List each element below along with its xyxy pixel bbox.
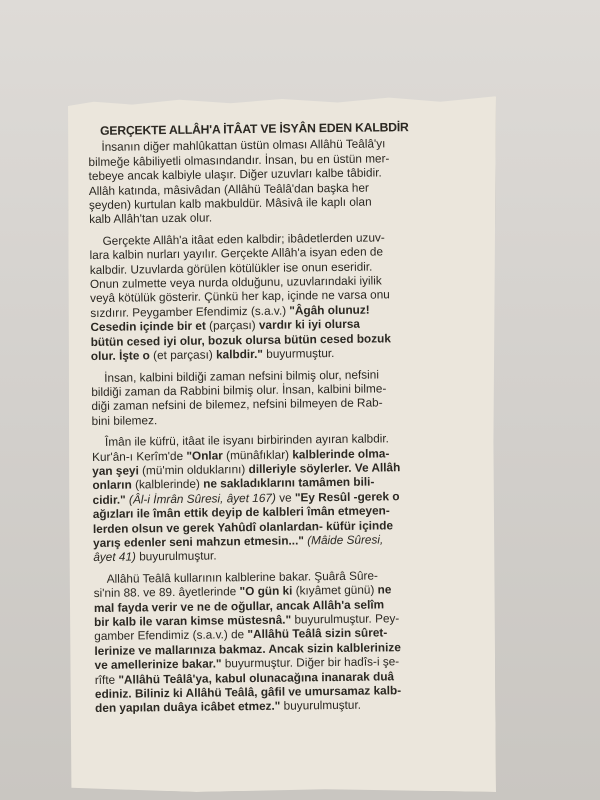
text-segment: Allâhü Teâlâ kullarının kalblerine bakar. Şuârâ Sûre- (93, 568, 379, 586)
italic-text: âyet 41) (93, 549, 140, 565)
text-segment: bildiği zaman da Rabbini bilmiş olur. İnsan, kalbini bilme- (91, 381, 387, 399)
bold-text: olur. İşte o (90, 348, 154, 364)
bold-text: yarış edenler seni mahzun etmesin..." (93, 533, 308, 550)
bold-text: ne sakladıklarını tamâmen bili- (203, 474, 375, 491)
bold-text: kalblerinde olma- (292, 445, 390, 462)
text-segment: buyurulmuştur. (139, 548, 217, 564)
text-segment: kalbdir. Uzuvlarda görülen kötülükler ise onun eseridir. (89, 259, 373, 277)
text-segment: Allâh katında, mâsivâdan (Allâhü Teâlâ'dan başka her (88, 180, 369, 198)
text-segment: ve (279, 490, 295, 505)
text-segment: sızdırır. Peygamber Efendimiz (s.a.v.) (90, 303, 290, 320)
text-segment: İnsanın diğer mahlûkattan üstün olması Allâhü Teâlâ'yı (88, 136, 386, 155)
bold-text: onların (92, 477, 136, 493)
bold-text: "O gün ki (239, 583, 296, 599)
text-segment: İnsan, kalbini bildiği zaman nefsini bilmiş olur, nefsini (91, 366, 380, 385)
bold-text: den yapılan duâya icâbet etmez." (95, 699, 281, 716)
text-segment: (kalblerinde) (134, 476, 204, 492)
article-title: GERÇEKTE ALLÂH'A İTÂAT VE İSYÂN EDEN KALBDİR (99, 120, 409, 138)
bold-text: cidir." (92, 492, 130, 507)
paragraph (92, 430, 496, 565)
text-segment: gamber Efendimiz (s.a.v.) de (94, 627, 248, 644)
text-segment: Îmân ile küfrü, itâat ile isyanı birbirinden ayıran kalbdir. (91, 431, 389, 450)
bold-text: ediniz. Biliniz ki Allâhü Teâlâ, gâfil ve umursamaz kalb- (94, 683, 402, 701)
text-segment: veyâ kötülük gösterir. Çünkü her kap, içinde ne varsa onu (90, 287, 390, 306)
bold-text: vardır ki iyi olursa (258, 316, 361, 333)
text-segment: bini bilemez. (91, 412, 158, 428)
text-segment: Kur'ân-ı Kerîm'de (91, 448, 187, 464)
text-segment: rîfte (94, 672, 119, 687)
article (88, 119, 497, 723)
text-segment: (münâfıklar) (225, 447, 293, 462)
bold-text: "Allâhü Teâlâ'ya, kabul olunacağına inanarak duâ (118, 668, 395, 687)
bold-text: "Allâhü Teâlâ sizin sûret- (247, 625, 388, 642)
bold-text: lerden olsun ve gerek Yahûdî olanlardan- küfür içinde (92, 517, 394, 536)
bold-text: Cesedin içinde bir et (90, 318, 210, 335)
bold-text: yan şeyi (92, 463, 143, 478)
text-segment: Gerçekte Allâh'a itâat eden kalbdir; ibâdetlerden uzuv- (89, 230, 385, 248)
bold-text: mal fayda verir ve ne de oğullar, ancak Allâh'a selîm (93, 597, 385, 615)
italic-text: (Mâide Sûresi, (307, 532, 384, 548)
article-body (88, 135, 497, 715)
text-segment: (et parçası) (153, 347, 217, 363)
text-segment: bilmeğe kâbiliyetli olmasındandır. İnsan, bu en üstün mer- (88, 151, 390, 169)
bold-text: "Âgâh olunuz! (289, 302, 370, 318)
paragraph (89, 229, 493, 364)
bold-text: ne (377, 582, 392, 597)
bold-text: ve amellerinize bakar." (94, 656, 222, 673)
text-segment: buyurulmuştur. Pey- (291, 611, 400, 627)
bold-text: "Onlar (186, 447, 227, 463)
text-segment: tebeye ancak kalbiyle ulaşır. Diğer uzuvları kalbe tâbidir. (88, 165, 382, 184)
paragraph (88, 135, 491, 226)
text-segment: (parçası) (209, 318, 260, 333)
paragraph (91, 366, 494, 429)
text-segment: buyurmuştur. Diğer bir hadîs-i şe- (221, 654, 400, 671)
italic-text: (Âl-i İmrân Sûresi, âyet 167) (128, 490, 280, 507)
text-segment: şeyden) kurtulan kalb makbuldür. Mâsivâ ile kaplı olan (88, 194, 372, 213)
text-segment: (kıyâmet günü) (295, 582, 378, 598)
text-segment: diği zaman nefsini de bilemez, nefsini bilmeyen de Rab- (91, 395, 383, 414)
paragraph (93, 567, 497, 716)
bold-text: "Ey Resûl -gerek o (294, 488, 400, 505)
text-segment: buyurulmuştur. (280, 698, 362, 714)
text-segment: (mü'min olduklarını) (141, 462, 249, 478)
bold-text: lerinize ve mallarınıza bakmaz. Ancak sizin kalblerinize (94, 640, 401, 658)
text-segment: buyurmuştur. (262, 346, 335, 361)
bold-text: dilleriyle söylerler. Ve Allâh (248, 460, 401, 477)
bold-text: kalbdir." (215, 346, 264, 362)
bold-text: bir kalb ile varan kimse müstesnâ." (93, 612, 292, 629)
bold-text: ağızları ile îmân ettik deyip de kalbleri îmân etmeyen- (92, 503, 390, 522)
text-segment: kalb Allâh'tan uzak olur. (89, 210, 213, 227)
text-segment: lara kalbin nurları yayılır. Gerçekte Allâh'a isyan eden de (89, 244, 384, 263)
text-segment: Onun zulmette veya nurda olduğunu, uzuvlarındaki iyilik (89, 273, 382, 292)
text-segment: si'nin 88. ve 89. âyetlerinde (93, 584, 240, 601)
bold-text: bütün cesed iyi olur, bozuk olursa bütün cesed bozuk (90, 331, 391, 349)
